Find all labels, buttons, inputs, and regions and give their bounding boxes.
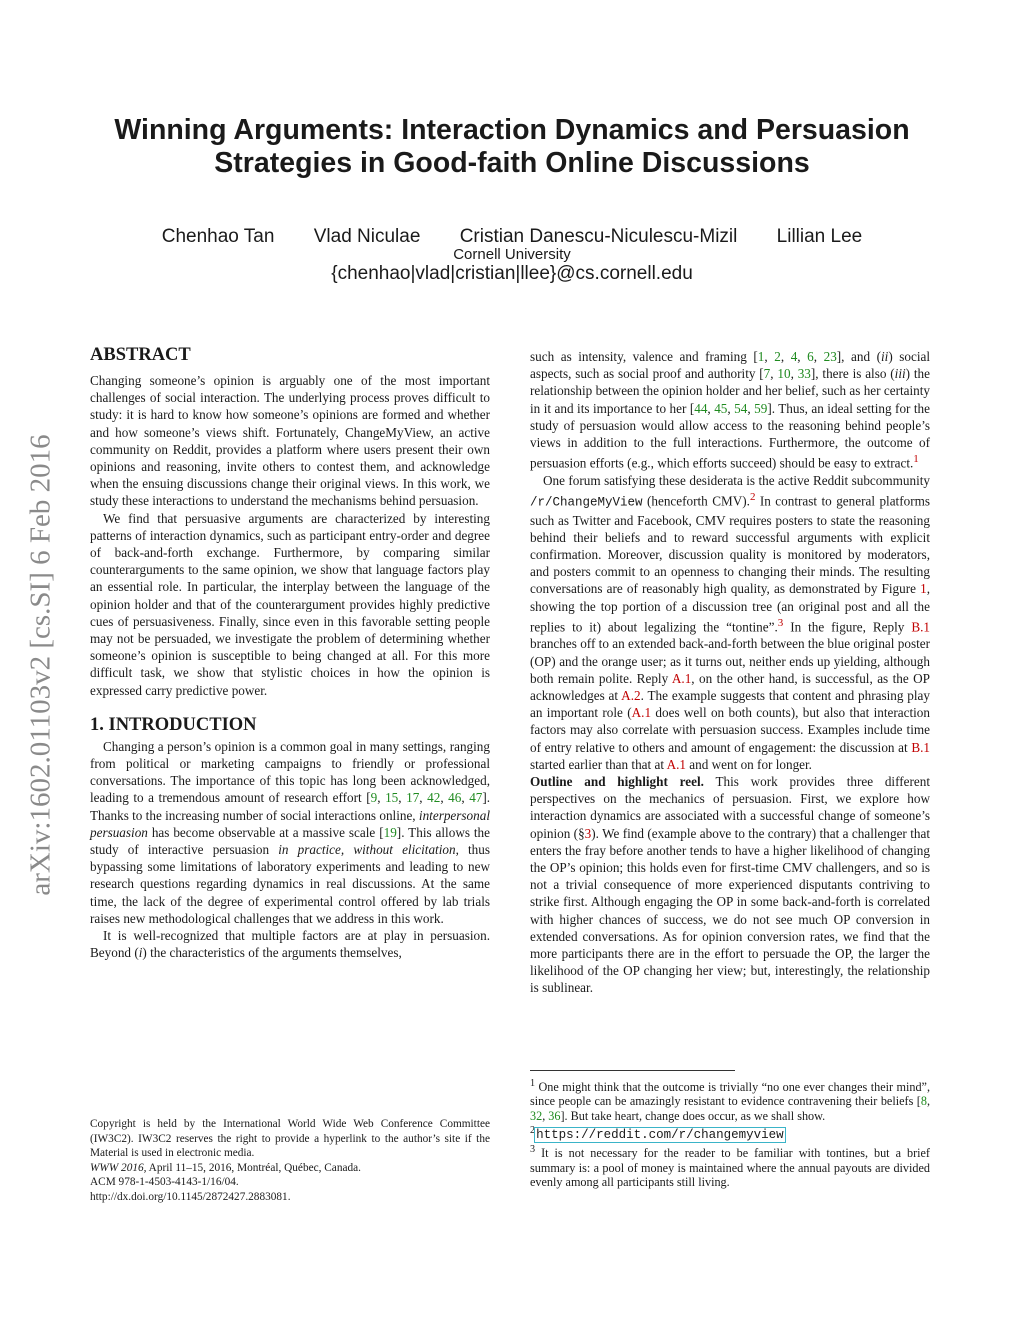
footnote-3: $^3$ It is not necessary for the reader to be familiar with tontines, but a brief summary is: a pool of money is maintained where the annual payouts are divided evenly among all participants still living. bbox=[530, 1144, 930, 1189]
citation-link[interactable]: 47 bbox=[469, 790, 483, 806]
footnote-2: $^2$https://reddit.com/r/changemyview bbox=[530, 1124, 784, 1143]
citation-link[interactable]: 8 bbox=[920, 1094, 927, 1109]
reply-ref[interactable]: A.2 bbox=[621, 688, 641, 704]
conference-info: WWW 2016, April 11–15, 2016, Montréal, Québec, Canada. bbox=[90, 1161, 361, 1174]
title-line-1: Winning Arguments: Interaction Dynamics and Persuasion bbox=[114, 114, 910, 146]
arxiv-identifier: arXiv:1602.01103v2 [cs.SI] 6 Feb 2016 bbox=[24, 434, 57, 896]
citation-link[interactable]: 7 bbox=[763, 366, 771, 382]
citation-link[interactable]: 45 bbox=[714, 400, 728, 416]
doi-link[interactable]: http://dx.doi.org/10.1145/2872427.2883081. bbox=[90, 1190, 291, 1203]
citation-link[interactable]: 6 bbox=[807, 349, 814, 364]
citation-link[interactable]: 42 bbox=[427, 790, 441, 806]
citation-link[interactable]: 15 bbox=[385, 790, 399, 806]
author-name: Lillian Lee bbox=[776, 226, 863, 247]
citation-link[interactable]: 9 bbox=[370, 790, 378, 806]
right-column bbox=[530, 348, 930, 997]
author-emails: {chenhao|vlad|cristian|llee}@cs.cornell.edu bbox=[331, 263, 693, 284]
copyright-notice: Copyright is held by the International World Wide Web Conference Committee (IW3C2). IW3C2 reserves the right to provide a hyperlink to the author’s site if the Material is used in electronic media. bbox=[90, 1118, 490, 1160]
introduction-heading: 1. INTRODUCTION bbox=[90, 714, 257, 735]
footnote-rule bbox=[530, 1070, 735, 1071]
body-paragraph: such as intensity, valence and framing [1, 2, 4, 6, 23], and (ii) social aspects, such as social proof and authority [7, 10, 33], there is also (iii) the relationship between the opinion holder and her belief, such as her certainty in it and its importance to her [44, 45, 54, 59]. Thus, an ideal setting for the study of persuasion would allow access to the reasoning behind people’s views in addition to the full interactions. Furthermore, the outcome of persuasion efforts (e.g., which efforts succeed) should be easy to extract.$^1$ bbox=[530, 349, 931, 471]
citation-link[interactable]: 2 bbox=[774, 349, 781, 364]
citation-link[interactable]: 4 bbox=[790, 349, 798, 364]
body-paragraph: Outline and highlight reel. This work provides three different perspectives on the mechanics of persuasion. First, we explore how interaction dynamics are associated with a successful change of someone’s opinion (§3). We find (example above to the contrary) that a challenger that enters the fray before another tends to have a higher likelihood of changing the OP’s opinion; this holds even for first-time CMV challengers, and so is not a trivial consequence of more experienced disputants contriving to strike first. Although engaging the OP in some back-and-forth is correlated with higher chances of success, we do not see much OP conversion in extended conversations. As for opinion conversion rates, we find that the more participants there are in the effort to persuade the OP, the larger the likelihood of the OP changing her view; but, interestingly, the relationship is sublinear. bbox=[530, 774, 930, 996]
author-list bbox=[60, 226, 964, 248]
abstract-heading: ABSTRACT bbox=[90, 345, 191, 365]
citation-link[interactable]: 17 bbox=[406, 790, 420, 806]
section-link[interactable]: 3 bbox=[584, 825, 592, 841]
citation-link[interactable]: 1 bbox=[757, 349, 765, 364]
figure-link[interactable]: 1 bbox=[920, 581, 927, 597]
author-name: Vlad Niculae bbox=[313, 226, 421, 247]
reply-ref[interactable]: A.1 bbox=[631, 705, 652, 721]
arxiv-sidebar bbox=[18, 370, 64, 960]
citation-link[interactable]: 32 bbox=[530, 1108, 543, 1123]
citation-link[interactable]: 36 bbox=[548, 1108, 561, 1123]
acm-isbn: ACM 978-1-4503-4143-1/16/04. bbox=[90, 1176, 239, 1189]
footnote-link[interactable]: 1 bbox=[913, 453, 919, 466]
author-name: Cristian Danescu-Niculescu-Mizil bbox=[459, 226, 738, 247]
author-name: Chenhao Tan bbox=[161, 226, 275, 247]
paragraph-heading: Outline and highlight reel. bbox=[530, 774, 704, 790]
affiliation: Cornell University bbox=[453, 246, 571, 263]
citation-link[interactable]: 54 bbox=[734, 400, 748, 416]
abstract-paragraph: We find that persuasive arguments are characterized by interesting patterns of interaction dynamics, such as participant entry-order and degree of back-and-forth exchange. Furthermore, by comparing similar counterarguments to the same opinion, we show that language factors play an essential role. In particular, the interplay between the language of the opinion holder and that of the counterargument provides highly predictive cues of persuasiveness. Finally, since even in this favorable setting people may not be persuaded, we investigate the problem of determining whether someone’s opinion is susceptible to being changed at all. For this more difficult task, we show that stylistic choices in how the opinion is expressed carry predictive power. bbox=[90, 510, 490, 698]
reply-ref[interactable]: B.1 bbox=[911, 619, 930, 635]
citation-link[interactable]: 44 bbox=[694, 400, 708, 416]
citation-link[interactable]: 10 bbox=[777, 366, 791, 382]
copyright-block bbox=[90, 1117, 490, 1205]
footnote-1: $^1$ One might think that the outcome is trivially “no one ever changes their mind”, since people can be amazingly resistant to evidence contravening their beliefs [8, 32, 36]. But take heart, change does occur, as we shall show. bbox=[530, 1078, 930, 1123]
abstract-paragraph: Changing someone’s opinion is arguably one of the most important challenges of social interaction. The underlying process proves difficult to study: it is hard to know how someone’s opinions are formed and whether and how someone’s views shift. Fortunately, ChangeMyView, an active community on Reddit, provides a platform where users present their own opinions and reasoning, invite others to contest them, and acknowledge when the ensuing discussions change their original views. In this work, we study these interactions to understand the mechanisms behind persuasion. bbox=[90, 373, 490, 509]
body-paragraph: One forum satisfying these desiderata is the active Reddit subcommunity /r/ChangeMyView (henceforth CMV).$^2$ In contrast to general platforms such as Twitter and Facebook, CMV requires posters to state the reasoning behind their beliefs and to reward successful arguments with explicit confirmation. Moreover, discussion quality is monitored by moderators, and posters commit to an openness to changing their minds. The resulting conversations are of reasonably high quality, as demonstrated by Figure 1, showing the top portion of a discussion tree (an original post and all the replies to it) about legalizing the “tontine”.$^3$ In the figure, Reply B.1 branches off to an extended back-and-forth between the blue original poster (OP) and the orange user; as it turns out, neither ends up yielding, although both remain polite. Reply A.1, on the other hand, is successful, as the OP acknowledges at A.2. The example suggests that content and phrasing play an important role (A.1 does well on both counts), but also that interaction factors may also correlate with persuasion success. Examples include time of entry relative to others and amount of engagement: the discussion at B.1 started earlier than that at A.1 and went on for longer. bbox=[530, 472, 930, 772]
intro-paragraph: It is well-recognized that multiple factors are at play in persuasion. Beyond (i) the characteristics of the arguments themselves, bbox=[90, 928, 490, 961]
footnotes bbox=[530, 1077, 930, 1190]
paper-title bbox=[60, 114, 964, 180]
title-line-2: Strategies in Good-faith Online Discussions bbox=[214, 147, 810, 179]
citation-link[interactable]: 46 bbox=[448, 790, 462, 806]
reply-ref[interactable]: B.1 bbox=[911, 739, 930, 755]
footnote-link[interactable]: 3 bbox=[777, 616, 784, 629]
reddit-link[interactable]: https://reddit.com/r/changemyview bbox=[536, 1128, 784, 1143]
citation-link[interactable]: 59 bbox=[754, 400, 768, 416]
footnote-link[interactable]: 2 bbox=[749, 491, 756, 504]
subreddit-name: /r/ChangeMyView bbox=[530, 495, 643, 510]
citation-link[interactable]: 33 bbox=[797, 366, 811, 382]
citation-link[interactable]: 19 bbox=[383, 824, 397, 840]
reply-ref[interactable]: A.1 bbox=[671, 670, 692, 686]
intro-paragraph: Changing a person’s opinion is a common goal in many settings, ranging from political or marketing campaigns to friendly or professional conversations. The importance of this topic has long been acknowledged, leading to a tremendous amount of research effort [9, 15, 17, 42, 46, 47]. Thanks to the increasing number of social interactions online, interpersonal persuasion has become observable at a massive scale [19]. This allows the study of interactive persuasion in practice, without elicitation, thus bypassing some limitations of laboratory experiments and leading to new research questions regarding dynamics in real discussions. At the same time, the lack of the degree of experimental control offered by lab trials raises new methodological challenges that we address in this work. bbox=[90, 738, 491, 926]
citation-link[interactable]: 23 bbox=[823, 349, 837, 364]
left-column bbox=[90, 344, 490, 962]
reply-ref[interactable]: A.1 bbox=[666, 756, 686, 772]
